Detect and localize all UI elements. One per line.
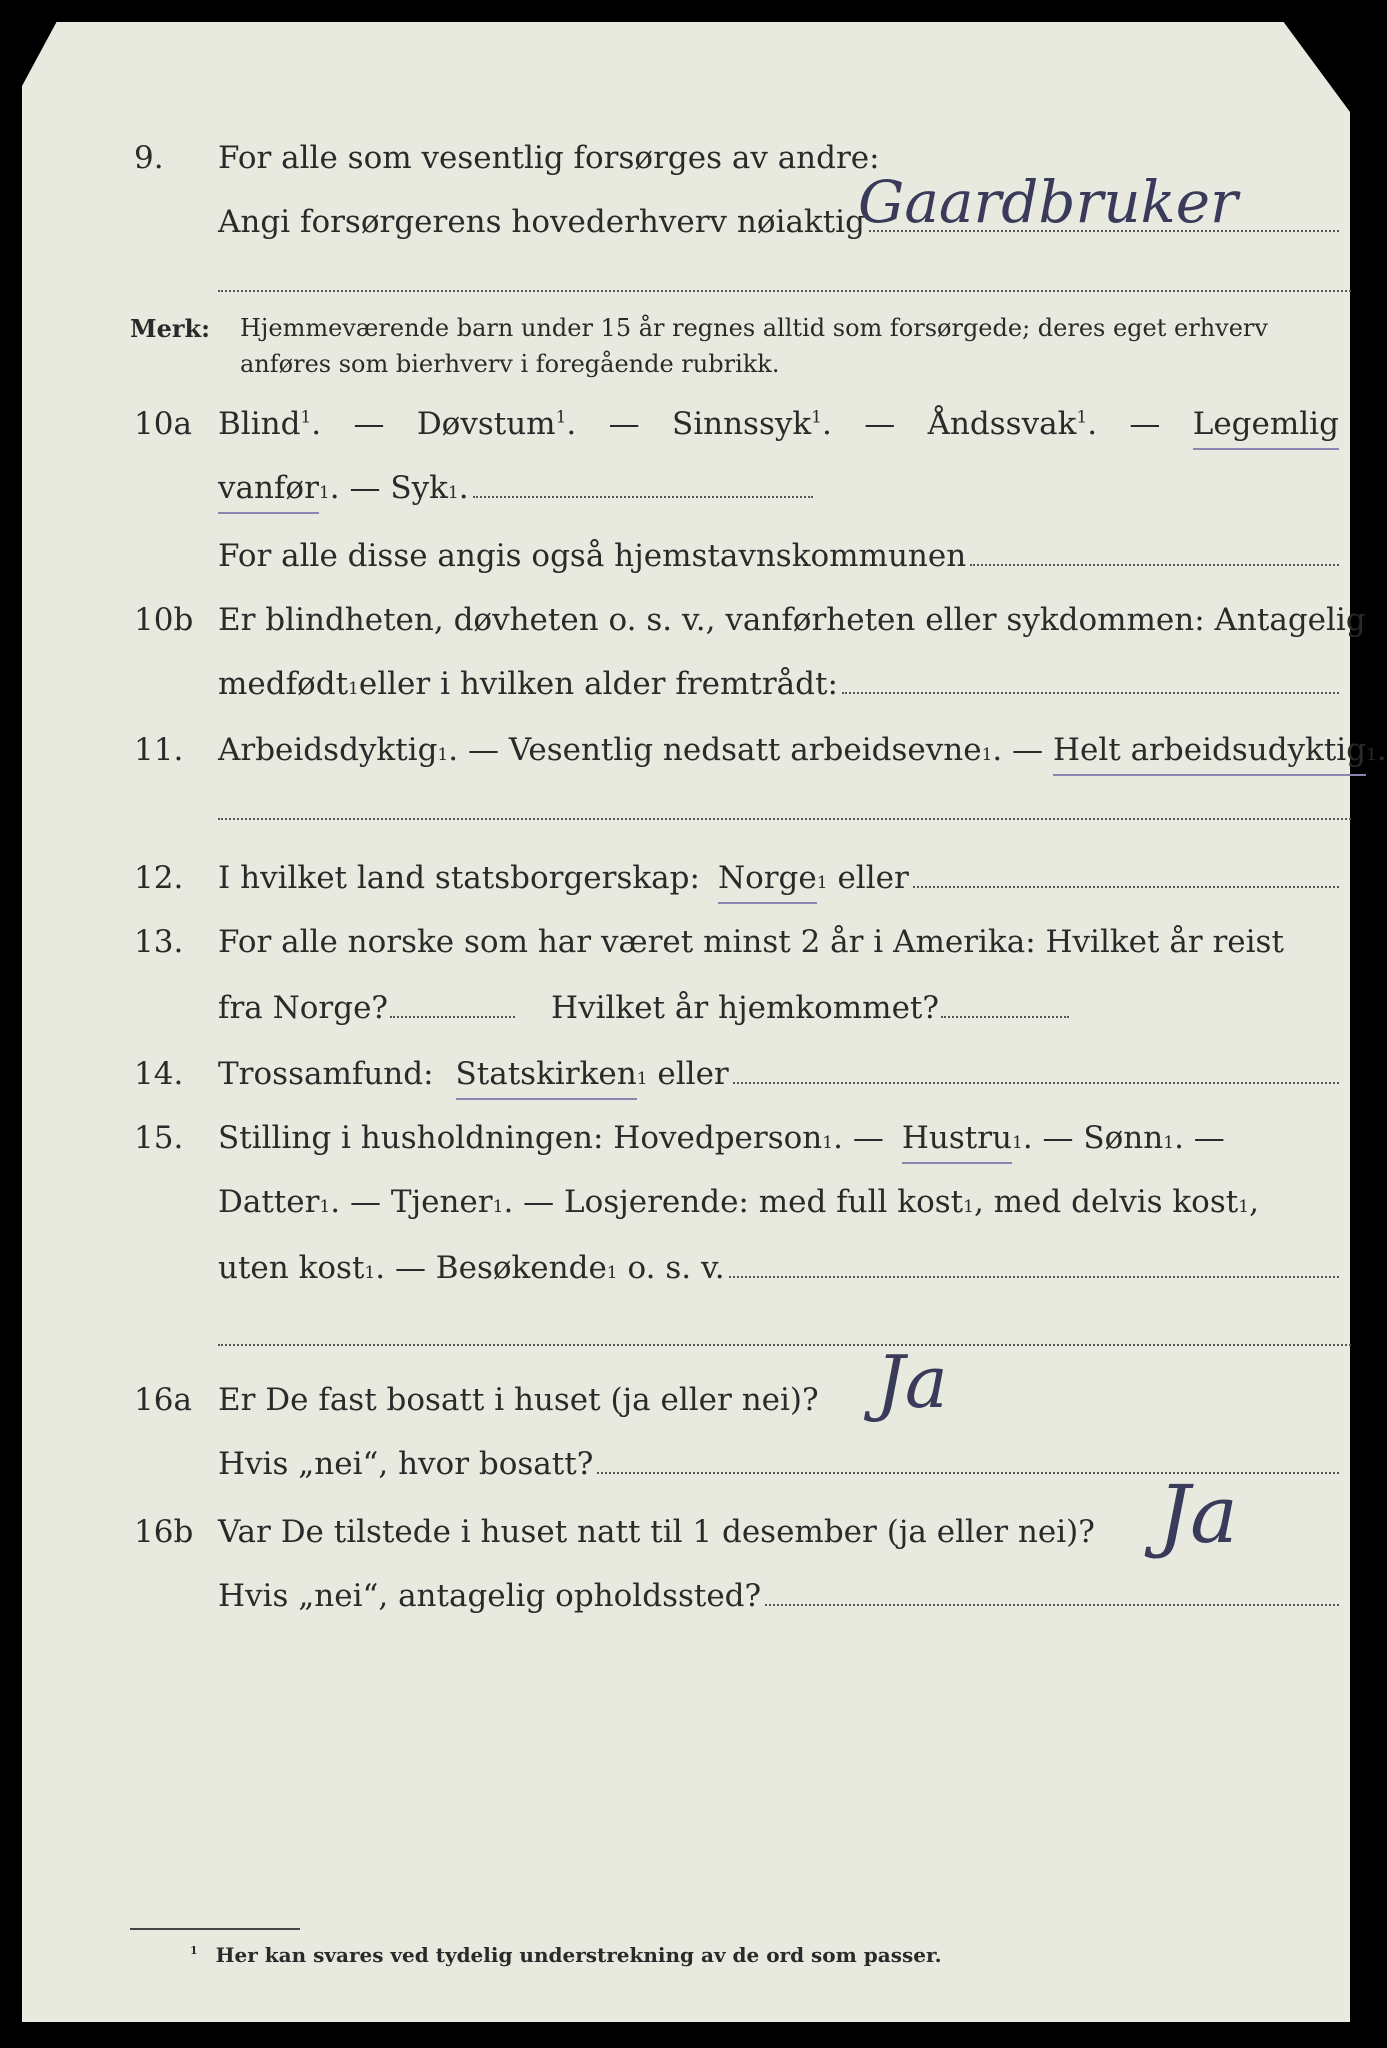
q9-extra-line xyxy=(218,290,1351,292)
q16b-number: 16b xyxy=(134,1514,194,1550)
q10a-text-3: For alle disse angis også hjemstavnskommunen xyxy=(218,538,967,574)
q16b-answer-line xyxy=(765,1578,1339,1606)
q11-helt-arbeidsudyktig-underlined: Helt arbeidsudyktig xyxy=(1053,728,1366,776)
q13-row-1 xyxy=(0,920,1375,964)
merk-text-2: anføres som bierhverv i foregående rubrikk. xyxy=(240,350,780,378)
q13-reist: fra Norge? xyxy=(218,990,389,1026)
q16b-text-2: Hvis „nei“, antagelig opholdssted? xyxy=(218,1578,762,1614)
q15-row-1: 15. Stilling i husholdningen: Hovedperson 1 . — Hustru 1 . — Sønn 1 . — xyxy=(0,1116,1375,1160)
q10a-legemlig-underlined: Legemlig xyxy=(1193,402,1339,450)
q14-answer-line xyxy=(733,1056,1339,1084)
footnote-mark: 1 xyxy=(190,1944,198,1958)
q11-arbeidsdyktig: Arbeidsdyktig xyxy=(218,732,438,768)
q10a-number: 10a xyxy=(134,406,192,442)
q12-eller: eller xyxy=(827,860,909,896)
q15-hustru-underlined: Hustru xyxy=(902,1116,1012,1164)
q13-hjemkommet: Hvilket år hjemkommet? xyxy=(551,990,940,1026)
q15-row-2: Datter 1 . — Tjener 1 . — Losjerende: med full kost 1 , med delvis kost 1 , xyxy=(0,1180,1375,1224)
footnote xyxy=(190,1943,942,1967)
q9-text-2: Angi forsørgerens hovederhverv nøiaktig xyxy=(218,204,865,240)
q11-number: 11. xyxy=(134,732,184,768)
q12-answer-line xyxy=(913,860,1339,888)
q13-hjemkommet-line xyxy=(941,990,1069,1018)
q10b-row-1 xyxy=(0,598,1375,642)
q16a-text-2: Hvis „nei“, hvor bosatt? xyxy=(218,1446,594,1482)
q14-row: 14. Trossamfund: Statskirken 1 eller xyxy=(0,1052,1375,1096)
q9-number: 9. xyxy=(134,140,164,176)
q11-nedsatt: . — Vesentlig nedsatt arbeidsevne xyxy=(448,732,982,768)
footnote-rule xyxy=(130,1928,300,1930)
q10a-sinnssyk: Sinnssyk xyxy=(671,406,812,442)
q16a-number: 16a xyxy=(134,1382,192,1418)
q10b-row-2: medfødt 1 eller i hvilken alder fremtrådt: xyxy=(0,662,1375,706)
q12-row: 12. I hvilket land statsborgerskap: Norge 1 eller xyxy=(0,856,1375,900)
q10a-kommune-line xyxy=(970,538,1339,566)
q13-text-1: For alle norske som har været minst 2 år i Amerika: Hvilket år reist xyxy=(218,924,1284,960)
q10a-row-2: vanfør 1 . — Syk 1 . xyxy=(0,466,1375,510)
q16a-row-1 xyxy=(0,1378,1375,1422)
q10a-syk-line xyxy=(473,470,813,498)
q12-number: 12. xyxy=(134,860,184,896)
q14-eller: eller xyxy=(647,1056,729,1092)
q15-extra-line xyxy=(218,1344,1351,1346)
q13-number: 13. xyxy=(134,924,184,960)
q10a-dovstum: Døvstum xyxy=(416,406,556,442)
q11-row: 11. Arbeidsdyktig 1 . — Vesentlig nedsatt arbeidsevne 1 . — Helt arbeidsudyktig 1 . xyxy=(0,728,1375,772)
q10a-andssvak: Åndssvak xyxy=(927,406,1077,442)
q11-extra-line xyxy=(218,818,1351,820)
q9-text-1: For alle som vesentlig forsørges av andre: xyxy=(218,140,880,176)
q15-text-1a: Stilling i husholdningen: Hovedperson xyxy=(218,1120,823,1156)
q15-number: 15. xyxy=(134,1120,184,1156)
q13-reist-line xyxy=(390,990,515,1018)
q10a-row-1: 10a Blind$^1$. — Døvstum$^1$. — Sinnssyk$^1$. — Åndssvak$^1$. — Legemlig xyxy=(0,402,1375,446)
q15-answer-line xyxy=(729,1250,1339,1278)
q10b-answer-line xyxy=(842,666,1339,694)
q10b-text-1: Er blindheten, døvheten o. s. v., vanførheten eller sykdommen: Antagelig xyxy=(218,602,1366,638)
q15-uten-kost: uten kost xyxy=(218,1250,365,1286)
q10b-medfodt: medfødt xyxy=(218,666,349,702)
q13-row-2 xyxy=(0,986,1375,1030)
q14-number: 14. xyxy=(134,1056,184,1092)
q14-statskirken-underlined: Statskirken xyxy=(456,1052,637,1100)
q10a-vanfor-underlined: vanfør xyxy=(218,466,319,514)
q16a-handwritten-answer: Ja xyxy=(876,1340,948,1424)
q14-label: Trossamfund: xyxy=(218,1056,434,1092)
merk-label: Merk: xyxy=(130,314,210,343)
q16b-text-1: Var De tilstede i huset natt til 1 desember (ja eller nei)? xyxy=(218,1514,1095,1550)
q12-norge-underlined: Norge xyxy=(718,856,817,904)
q10a-row-3 xyxy=(0,534,1375,578)
q10b-text-2: eller i hvilken alder fremtrådt: xyxy=(358,666,838,702)
q16a-text-1: Er De fast bosatt i huset (ja eller nei)? xyxy=(218,1382,819,1418)
q10a-syk: . — Syk xyxy=(329,470,448,506)
q15-datter: Datter xyxy=(218,1184,320,1220)
q10a-blind: Blind xyxy=(218,406,301,442)
q16b-handwritten-answer: Ja xyxy=(1158,1468,1238,1561)
q15-row-3: uten kost 1 . — Besøkende 1 o. s. v. xyxy=(0,1246,1375,1290)
q16b-row-2 xyxy=(0,1574,1375,1618)
footnote-text: Her kan svares ved tydelig understrekning av de ord som passer. xyxy=(215,1943,942,1967)
q9-handwritten-answer: Gaardbruker xyxy=(858,168,1238,236)
q10b-number: 10b xyxy=(134,602,194,638)
merk-text-1: Hjemmeværende barn under 15 år regnes alltid som forsørgede; deres eget erhverv xyxy=(240,314,1268,342)
q12-text: I hvilket land statsborgerskap: xyxy=(218,860,700,896)
